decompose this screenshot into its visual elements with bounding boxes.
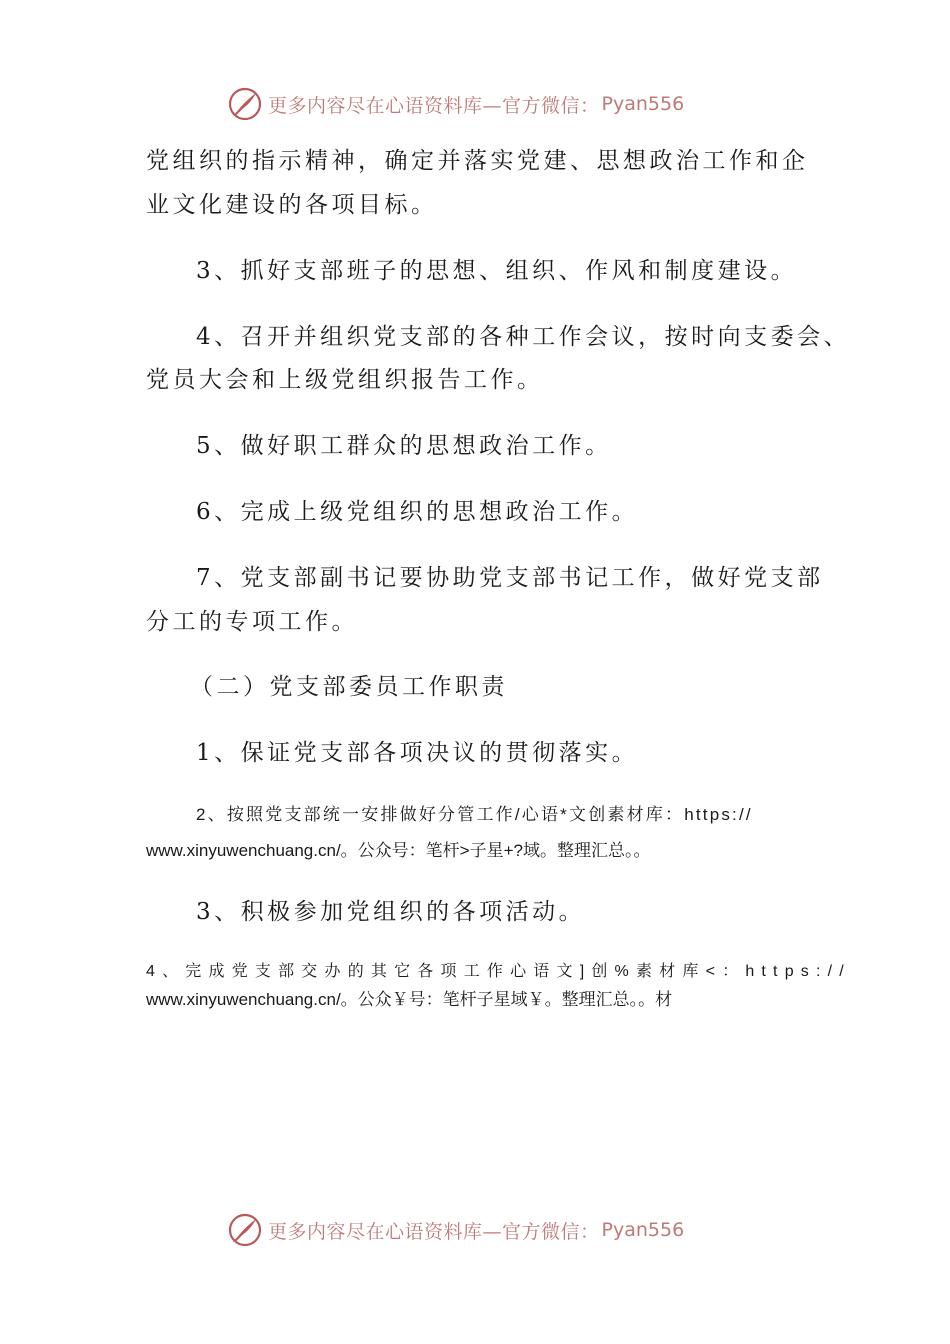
- paragraph-item-6: 6、完成上级党组织的思想政治工作。: [196, 499, 639, 525]
- paragraph-duty-4-line-2: www.xinyuwenchuang.cn/。公众￥号：笔杆子星域￥。整理汇总。。材: [146, 990, 673, 1009]
- section-heading: （二）党支部委员工作职责: [190, 674, 508, 700]
- paragraph-duty-3: 3、积极参加党组织的各项活动。: [196, 899, 586, 925]
- paragraph-duty-1: 1、保证党支部各项决议的贯彻落实。: [196, 740, 639, 766]
- header-banner-wechat-id: Pyan556: [601, 93, 685, 115]
- paragraph-1-line-2: 业文化建设的各项目标。: [146, 192, 438, 218]
- quill-logo-icon: [228, 1213, 262, 1247]
- paragraph-duty-4: [146, 958, 851, 1014]
- paragraph-item-7-line-2: 分工的专项工作。: [146, 609, 358, 635]
- header-watermark-banner: [228, 84, 728, 124]
- footer-banner-text: 更多内容尽在心语资料库—官方微信：: [268, 1220, 600, 1243]
- paragraph-item-3: 3、抓好支部班子的思想、组织、作风和制度建设。: [196, 258, 798, 284]
- paragraph-duty-2-line-2: www.xinyuwenchuang.cn/。公众号：笔杆>子星+?域。整理汇总。。: [146, 841, 651, 860]
- footer-banner-wechat-id: Pyan556: [601, 1219, 685, 1241]
- paragraph-item-5: 5、做好职工群众的思想政治工作。: [196, 433, 612, 459]
- paragraph-duty-2-line-1: 2、按照党支部统一安排做好分管工作/心语*文创素材库：https://: [196, 805, 753, 824]
- paragraph-1-line-1: 党组织的指示精神，确定并落实党建、思想政治工作和企: [146, 148, 809, 174]
- paragraph-item-4-line-2: 党员大会和上级党组织报告工作。: [146, 367, 544, 393]
- quill-logo-icon: [228, 87, 262, 121]
- header-banner-text: 更多内容尽在心语资料库—官方微信：: [268, 94, 600, 117]
- paragraph-duty-4-line-1: 4、完成党支部交办的其它各项工作心语文]创%素材库<：https://: [146, 963, 851, 980]
- paragraph-item-7-line-1: 7、党支部副书记要协助党支部书记工作，做好党支部: [196, 565, 824, 591]
- footer-watermark-banner: [228, 1210, 728, 1250]
- paragraph-item-4-line-1: 4、召开并组织党支部的各种工作会议，按时向支委会、: [196, 324, 851, 350]
- paragraph-duty-2: [146, 797, 816, 869]
